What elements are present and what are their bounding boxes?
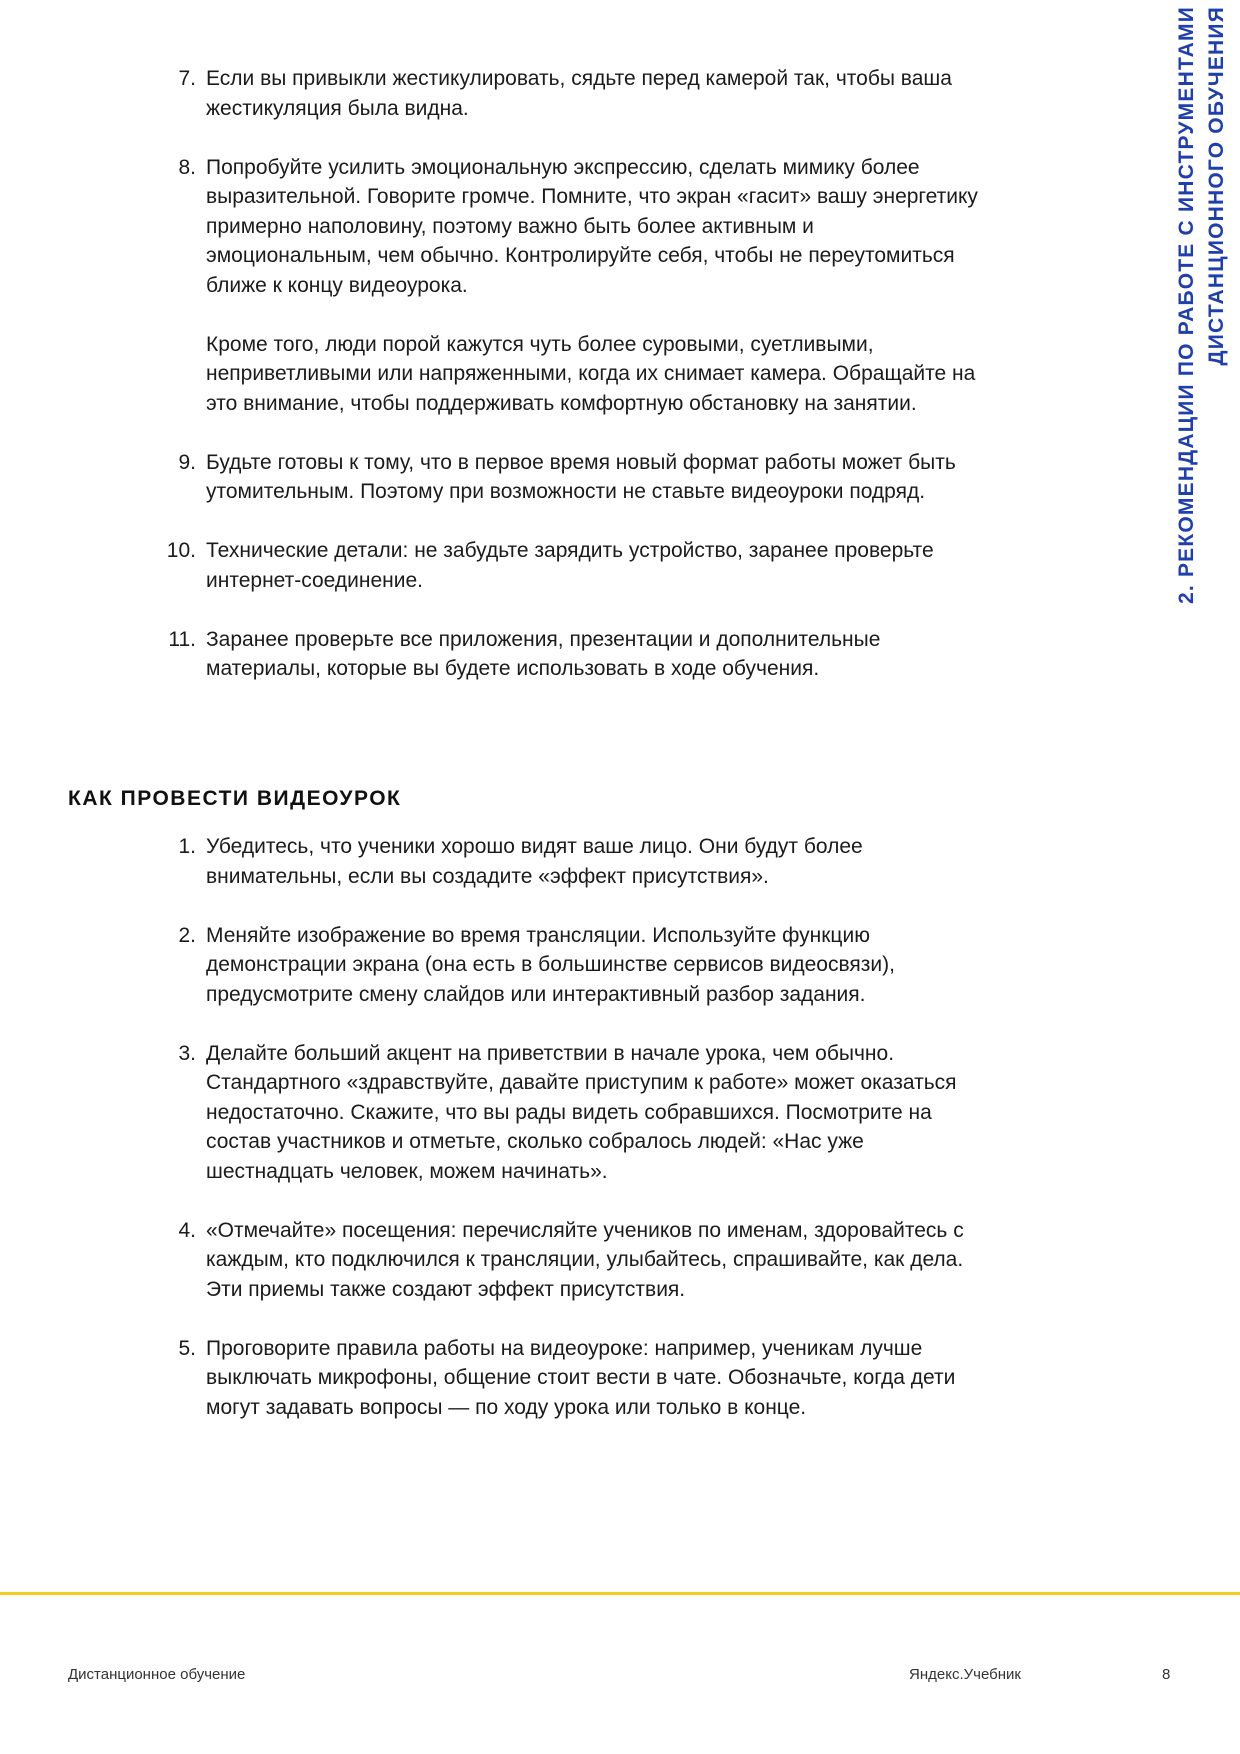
list-item-number: 5.: [178, 1336, 196, 1360]
list-item-text: Технические детали: не забудьте зарядить устройство, заранее проверьте интернет-соединение.: [206, 539, 934, 592]
list-item-text: Убедитесь, что ученики хорошо видят ваше лицо. Они будут более внимательны, если вы создадите «эффект присутствия».: [206, 835, 863, 888]
list-item-number: 4.: [178, 1218, 196, 1242]
list-item: [150, 1216, 980, 1305]
list-item: [150, 625, 980, 684]
list-item-text: «Отмечайте» посещения: перечисляйте учеников по именам, здоровайтесь с каждым, кто подключился к трансляции, улыбайтесь, спрашивайте, как дела. Эти приемы также создают эффект присутствия.: [206, 1218, 964, 1301]
list-item: [150, 448, 980, 507]
list-item-text: Попробуйте усилить эмоциональную экспрессию, сделать мимику более выразительной. Говорите громче. Помните, что экран «гасит» вашу энергетику примерно наполовину, поэтому важно быть более активным и эмоциональным, чем обычно. Контролируйте себя, чтобы не переутомиться ближе к концу видеоурока.: [206, 155, 978, 297]
chapter-sidebar-title: [1172, 6, 1232, 706]
list-item-number: 1.: [178, 835, 196, 858]
list-item: [150, 64, 980, 123]
list-item: [150, 1039, 980, 1187]
list-item: [150, 921, 980, 1010]
footer-divider: [0, 1592, 1240, 1595]
list-item-text: Заранее проверьте все приложения, презентации и дополнительные материалы, которые вы будете использовать в ходе обучения.: [206, 627, 881, 680]
list-item-text: Будьте готовы к тому, что в первое время новый формат работы может быть утомительным. Поэтому при возможности не ставьте видеоуроки подряд.: [206, 450, 956, 503]
list-item-text: Если вы привыкли жестикулировать, сядьте перед камерой так, чтобы ваша жестикуляция была видна.: [206, 67, 952, 120]
page-number: 8: [1162, 1666, 1171, 1683]
footer-document-title: Дистанционное обучение: [68, 1666, 246, 1683]
list-item-text: Меняйте изображение во время трансляции. Используйте функцию демонстрации экрана (она есть в большинстве сервисов видеосвязи), предусмотрите смену слайдов или интерактивный разбор задания.: [206, 923, 895, 1006]
list-item-number: 9.: [178, 450, 196, 474]
list-item-number: 7.: [178, 67, 196, 90]
list-item-number: 3.: [178, 1041, 196, 1065]
list-item: [150, 1334, 980, 1423]
chapter-title-line: ДИСТАНЦИОННОГО ОБУЧЕНИЯ: [1205, 6, 1228, 366]
list-item-number: 8.: [178, 155, 196, 179]
footer-brand: Яндекс.Учебник: [909, 1666, 1021, 1683]
list-item: [150, 536, 980, 595]
list-item-text: Делайте больший акцент на приветствии в начале урока, чем обычно. Стандартного «здравствуйте, давайте приступим к работе» может оказаться недостаточно. Скажите, что вы рады видеть собравшихся. Посмотрите на состав участников и отметьте, сколько собралось людей: «Нас уже шестнадцать человек, можем начинать».: [206, 1041, 957, 1183]
list-item-number: 2.: [178, 923, 196, 947]
list-item-text: Проговорите правила работы на видеоуроке: например, ученикам лучше выключать микрофоны, общение стоит вести в чате. Обозначьте, когда дети могут задавать вопросы — по ходу урока или только в конце.: [206, 1336, 956, 1419]
list-item: [150, 153, 980, 419]
chapter-title-line: 2. РЕКОМЕНДАЦИИ ПО РАБОТЕ С ИНСТРУМЕНТАМИ: [1175, 6, 1198, 604]
list-item-number: 11.: [168, 627, 196, 651]
list-item-number: 10.: [166, 539, 196, 562]
video-lesson-list: [150, 832, 980, 1452]
recommendations-list: [150, 64, 980, 713]
list-item-text: Кроме того, люди порой кажутся чуть более суровыми, суетливыми, неприветливыми или напряженными, когда их снимает камера. Обращайте на это внимание, чтобы поддерживать комфортную обстановку на занятии.: [206, 332, 976, 415]
section-heading: КАК ПРОВЕСТИ ВИДЕОУРОК: [68, 787, 402, 810]
list-item: [150, 832, 980, 891]
